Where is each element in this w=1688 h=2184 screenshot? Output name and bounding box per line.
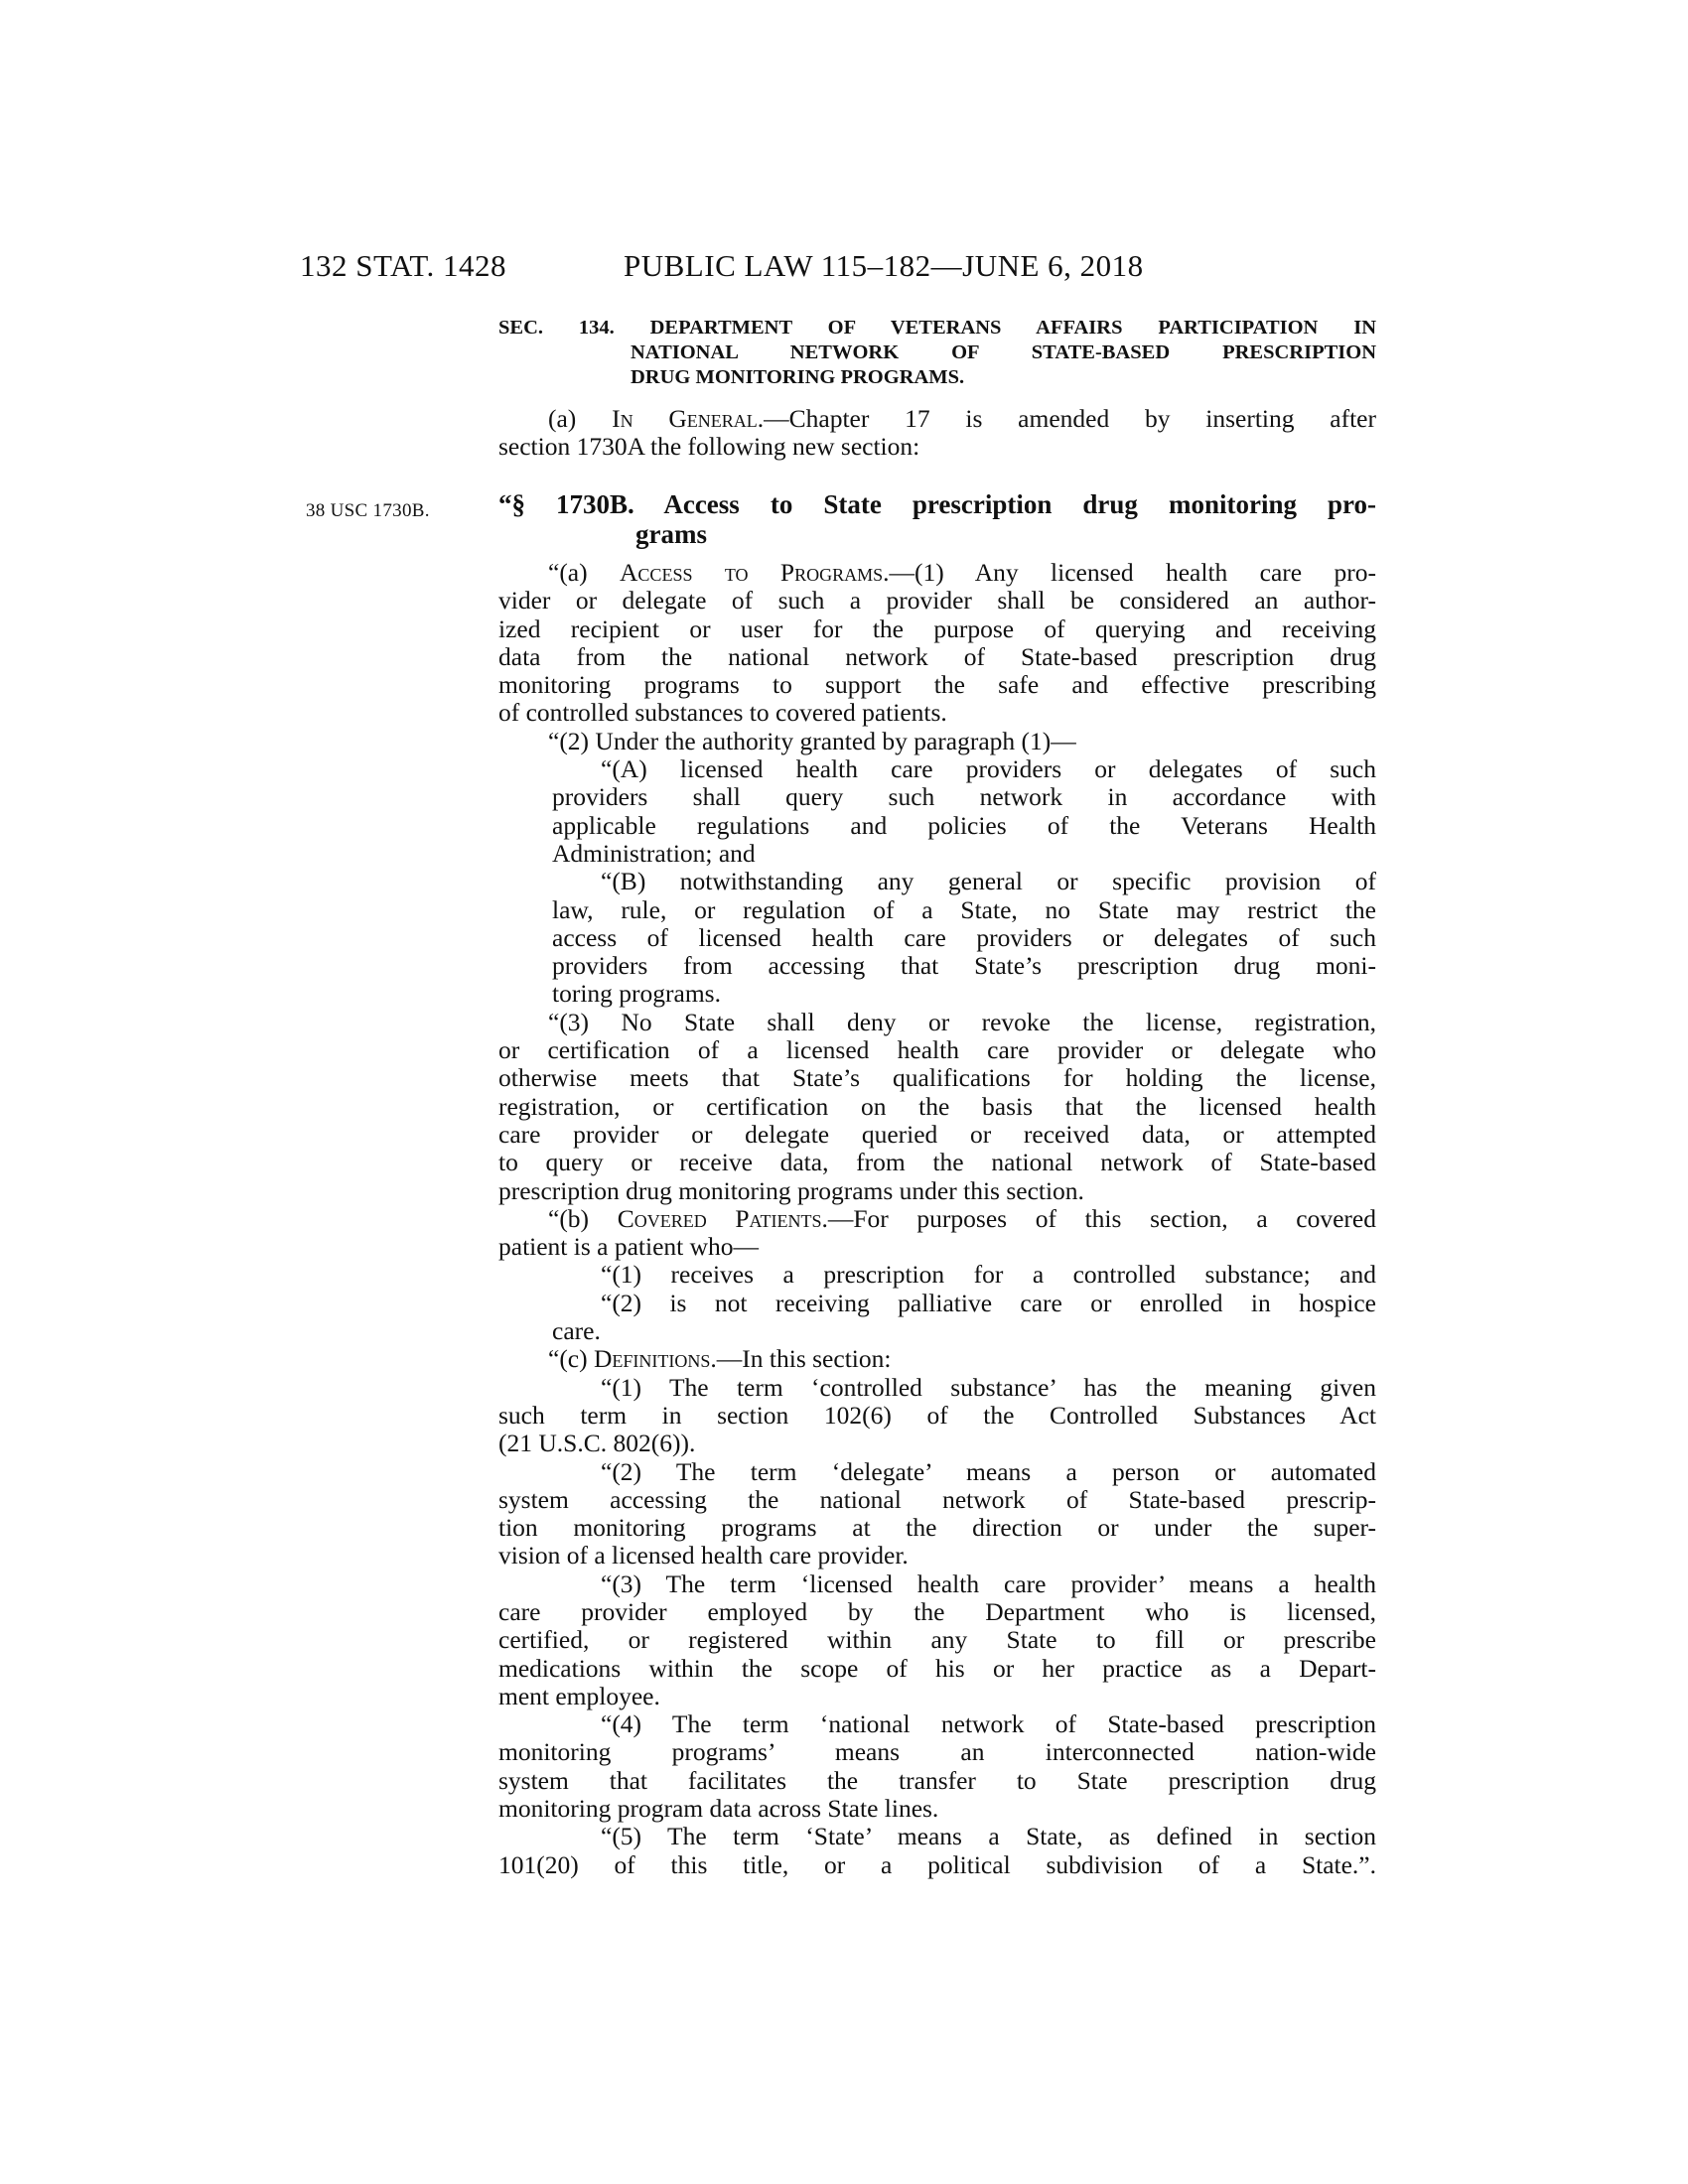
- public-law-header: PUBLIC LAW 115–182—JUNE 6, 2018: [624, 248, 1144, 283]
- text-line: prescription drug monitoring programs under this section.: [498, 1175, 1084, 1205]
- text-line: registration, or certification on the basis that the licensed health: [498, 1091, 1376, 1121]
- new-section-heading: [498, 489, 1376, 549]
- section-title-line: SEC. 134. DEPARTMENT OF VETERANS AFFAIRS PARTICIPATION IN: [498, 317, 1376, 339]
- text-line: “(3) The term ‘licensed health care provider’ means a health: [601, 1569, 1376, 1598]
- text-line: certified, or registered within any State to fill or prescribe: [498, 1625, 1376, 1655]
- subsection-prefix: (a): [548, 404, 613, 433]
- text-line: ized recipient or user for the purpose of querying and receiving: [498, 614, 1376, 643]
- text-line: law, rule, or regulation of a State, no State may restrict the: [552, 894, 1376, 924]
- text-line: monitoring program data across State lines.: [498, 1794, 939, 1824]
- text-line: “(5) The term ‘State’ means a State, as defined in section: [601, 1822, 1376, 1851]
- text-line: [498, 1205, 1376, 1233]
- text-line: providers from accessing that State’s prescription drug moni-: [552, 951, 1376, 981]
- text-line: providers shall query such network in accordance with: [552, 782, 1376, 812]
- text-line: system that facilitates the transfer to State prescription drug: [498, 1765, 1376, 1795]
- text-line: otherwise meets that State’s qualifications for holding the license,: [498, 1063, 1376, 1093]
- text-line: monitoring programs to support the safe and effective prescribing: [498, 670, 1376, 700]
- text-line: care.: [552, 1316, 601, 1346]
- new-section-heading-line: grams: [635, 519, 707, 549]
- amendment-intro-line: section 1730A the following new section:: [498, 432, 920, 462]
- text-line: “(2) is not receiving palliative care or enrolled in hospice: [601, 1288, 1376, 1317]
- text-line: “(3) No State shall deny or revoke the license, registration,: [548, 1007, 1376, 1036]
- subsection-heading: Definitions: [594, 1344, 711, 1374]
- text-line: “(1) receives a prescription for a controlled substance; and: [601, 1260, 1376, 1290]
- new-section-heading-line: “§ 1730B. Access to State prescription drug monitoring pro-: [498, 489, 1376, 519]
- subsection-heading: Access to Programs: [620, 558, 884, 587]
- text-line: care provider or delegate queried or received data, or attempted: [498, 1119, 1376, 1149]
- text-line: care provider employed by the Department who is licensed,: [498, 1596, 1376, 1626]
- text-line: patient is a patient who—: [498, 1232, 760, 1262]
- text-line: “(2) The term ‘delegate’ means a person or automated: [601, 1456, 1376, 1486]
- text-line: [498, 1345, 1376, 1373]
- text-line: medications within the scope of his or her practice as a Depart-: [498, 1653, 1376, 1683]
- section-title-line: DRUG MONITORING PROGRAMS.: [631, 366, 965, 388]
- amendment-intro: [498, 405, 1376, 462]
- text-line: “(4) The term ‘national network of State-based prescription: [601, 1709, 1376, 1739]
- text-line: toring programs.: [552, 979, 721, 1009]
- text-line: to query or receive data, from the national network of State-based: [498, 1148, 1376, 1177]
- subsection-heading: Covered Patients: [617, 1203, 822, 1233]
- amendment-intro-text: .—Chapter 17 is amended by inserting after: [757, 404, 1376, 433]
- text-line: vider or delegate of such a provider shall be considered an author-: [498, 586, 1376, 615]
- text-line: (21 U.S.C. 802(6)).: [498, 1429, 696, 1458]
- text-fragment: .—In this section:: [710, 1344, 892, 1374]
- text-line: of controlled substances to covered patients.: [498, 698, 947, 728]
- text-line: tion monitoring programs at the direction or under the super-: [498, 1513, 1376, 1543]
- text-line: “(B) notwithstanding any general or specific provision of: [601, 867, 1376, 896]
- text-fragment: .—(1) Any licensed health care pro-: [883, 558, 1376, 587]
- text-line: 101(20) of this title, or a political subdivision of a State.”.: [498, 1849, 1376, 1879]
- text-line: “(A) licensed health care providers or delegates of such: [601, 754, 1376, 784]
- subsection-prefix: “(b): [548, 1203, 618, 1233]
- text-line: “(1) The term ‘controlled substance’ has the meaning given: [601, 1372, 1376, 1402]
- usc-margin-note: 38 USC 1730B.: [306, 500, 430, 521]
- text-line: vision of a licensed health care provider.: [498, 1541, 909, 1570]
- text-line: system accessing the national network of State-based prescrip-: [498, 1484, 1376, 1514]
- subsection-prefix: “(c): [548, 1344, 594, 1374]
- subsection-prefix: “(a): [548, 558, 621, 587]
- amendment-intro-line: [498, 405, 1376, 433]
- text-line: applicable regulations and policies of the Veterans Health: [552, 810, 1376, 840]
- text-line: “(2) Under the authority granted by paragraph (1)—: [548, 726, 1076, 755]
- section-title: [498, 316, 1376, 390]
- stat-page-number: 132 STAT. 1428: [300, 248, 507, 283]
- text-line: [498, 559, 1376, 587]
- text-line: Administration; and: [552, 838, 756, 868]
- text-line: access of licensed health care providers or delegates of such: [552, 922, 1376, 952]
- text-fragment: .—For purposes of this section, a covered: [821, 1203, 1376, 1233]
- text-line: or certification of a licensed health care provider or delegate who: [498, 1035, 1376, 1065]
- text-line: data from the national network of State-based prescription drug: [498, 641, 1376, 671]
- text-line: monitoring programs’ means an interconnected nation-wide: [498, 1737, 1376, 1767]
- section-title-line: NATIONAL NETWORK OF STATE-BASED PRESCRIPTION: [631, 341, 1376, 363]
- subsection-heading: In General: [612, 404, 758, 433]
- text-line: such term in section 102(6) of the Controlled Substances Act: [498, 1400, 1376, 1430]
- section-body: [498, 559, 1376, 1879]
- text-line: ment employee.: [498, 1681, 660, 1710]
